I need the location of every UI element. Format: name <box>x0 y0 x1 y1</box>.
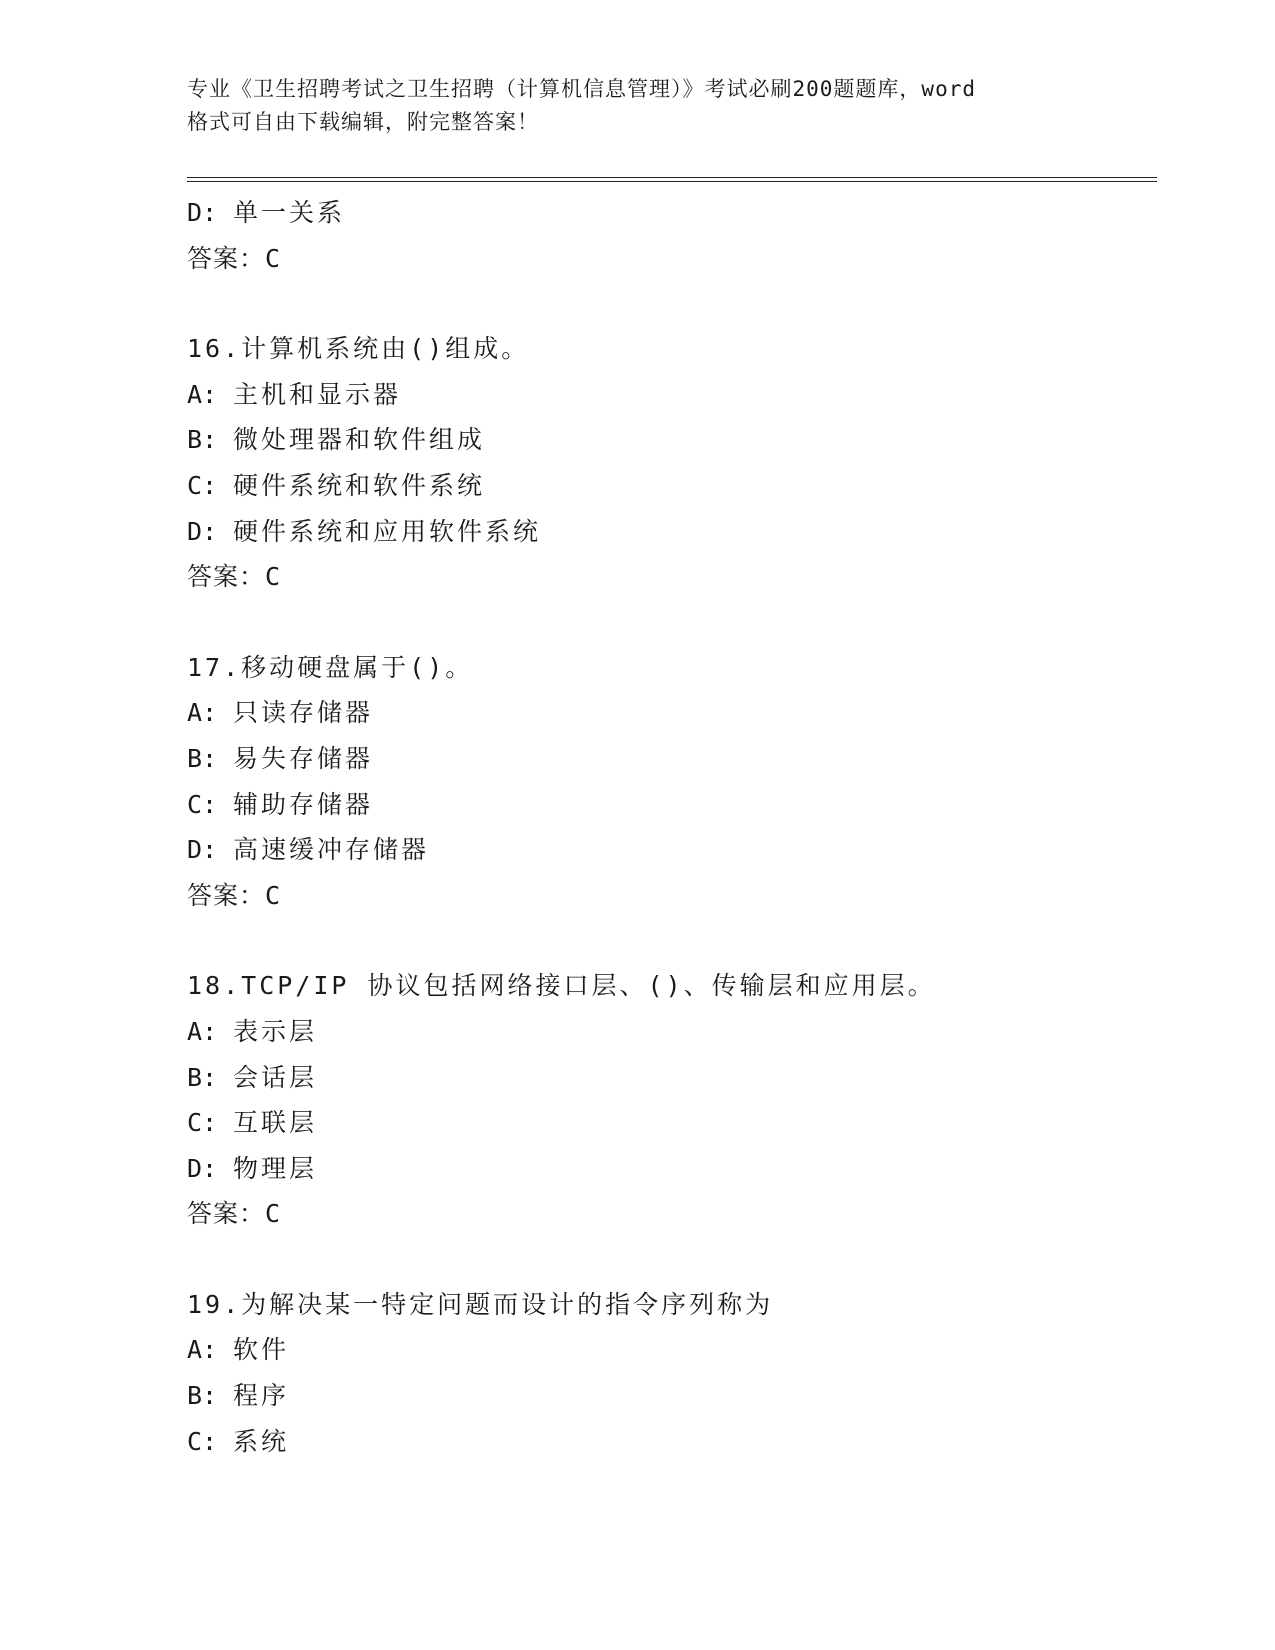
option-label: B: <box>187 743 218 773</box>
question-gap <box>187 918 1157 963</box>
option-label: D: <box>187 198 218 227</box>
answer-label: 答案： <box>187 243 266 273</box>
header-double-rule <box>187 177 1157 182</box>
option-a <box>187 1327 1157 1373</box>
option-label: A: <box>187 379 218 409</box>
option-text: 微处理器和软件组成 <box>233 425 486 455</box>
option-d <box>187 509 1157 555</box>
question-gap <box>187 1237 1157 1282</box>
answer-label: 答案： <box>187 1199 266 1229</box>
option-b <box>187 736 1157 782</box>
question-stem: 16.计算机系统由()组成。 <box>187 334 530 364</box>
option-label: B: <box>187 1062 218 1092</box>
option-label: A: <box>187 1335 218 1365</box>
document-header <box>187 73 1087 139</box>
option-text: 会话层 <box>233 1062 318 1092</box>
option-label: D: <box>187 835 218 865</box>
option-c <box>187 1419 1157 1465</box>
option-text: 程序 <box>233 1381 290 1411</box>
option-label: A: <box>187 1016 218 1046</box>
option-c <box>187 1100 1157 1146</box>
answer <box>187 1191 1157 1237</box>
option-d <box>187 827 1157 873</box>
option-text: 物理层 <box>233 1153 318 1183</box>
option-c <box>187 782 1157 828</box>
option-label: C: <box>187 470 218 500</box>
option-d <box>187 1146 1157 1192</box>
option-b <box>187 1373 1157 1419</box>
question-19 <box>187 1282 1157 1464</box>
question-gap <box>187 600 1157 645</box>
question-stem: 18.TCP/IP 协议包括网络接口层、()、传输层和应用层。 <box>187 971 936 1001</box>
header-title-line-1: 专业《卫生招聘考试之卫生招聘（计算机信息管理）》考试必刷200题题库，word <box>187 77 976 101</box>
option-b <box>187 1055 1157 1101</box>
answer-label: 答案： <box>187 562 266 592</box>
option-text: 硬件系统和软件系统 <box>233 470 486 500</box>
option-text: 主机和显示器 <box>233 379 402 409</box>
option-label: D: <box>187 1153 218 1183</box>
answer-value: C <box>265 562 282 592</box>
option-text: 硬件系统和应用软件系统 <box>233 516 542 546</box>
option-text: 互联层 <box>233 1108 318 1138</box>
option-c <box>187 463 1157 509</box>
option-label: D: <box>187 516 218 546</box>
option-text: 只读存储器 <box>233 698 374 728</box>
answer-value: C <box>265 880 282 910</box>
question-gap <box>187 281 1157 326</box>
option-label: C: <box>187 789 218 819</box>
document-body <box>187 190 1157 1464</box>
option-label: B: <box>187 1381 218 1411</box>
question-stem: 17.移动硬盘属于()。 <box>187 652 474 682</box>
option-text: 软件 <box>233 1335 290 1365</box>
option-a <box>187 372 1157 418</box>
header-title-line-2: 格式可自由下载编辑，附完整答案！ <box>187 110 539 134</box>
answer <box>187 554 1157 600</box>
option-a <box>187 1009 1157 1055</box>
question-stem: 19.为解决某一特定问题而设计的指令序列称为 <box>187 1289 774 1319</box>
option-label: A: <box>187 698 218 728</box>
question-18 <box>187 963 1157 1237</box>
answer-value: C <box>265 243 282 273</box>
option-label: B: <box>187 425 218 455</box>
answer-label: 答案： <box>187 880 266 910</box>
question-16 <box>187 326 1157 600</box>
option-text: 表示层 <box>233 1016 318 1046</box>
option-text: 高速缓冲存储器 <box>233 835 430 865</box>
option-b <box>187 417 1157 463</box>
option-d-q15 <box>187 190 1157 236</box>
option-text: 单一关系 <box>233 198 346 227</box>
option-label: C: <box>187 1426 218 1456</box>
answer-value: C <box>265 1199 282 1229</box>
answer <box>187 873 1157 919</box>
option-text: 易失存储器 <box>233 743 374 773</box>
option-label: C: <box>187 1108 218 1138</box>
option-a <box>187 690 1157 736</box>
question-17 <box>187 645 1157 919</box>
option-text: 辅助存储器 <box>233 789 374 819</box>
answer-q15 <box>187 236 1157 282</box>
option-text: 系统 <box>233 1426 290 1456</box>
